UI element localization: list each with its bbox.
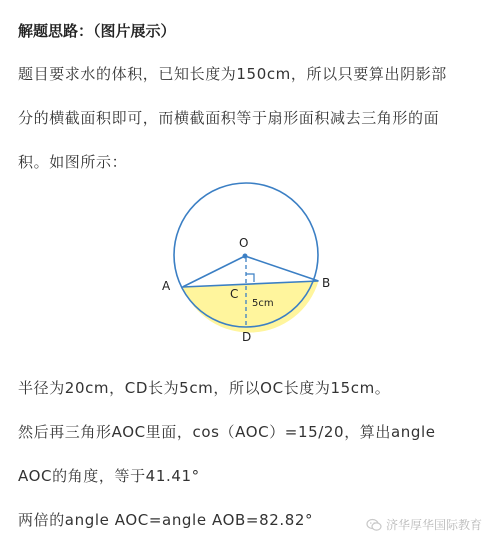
circle-diagram <box>150 180 350 360</box>
wechat-logo-icon <box>366 517 382 533</box>
solution-line-4: 两倍的angle AOC=angle AOB=82.82° <box>18 511 314 529</box>
watermark <box>366 516 482 533</box>
label-segment-length: 5cm <box>252 298 274 309</box>
shaded-segment <box>183 281 319 333</box>
radius-ob <box>245 256 319 281</box>
solution-line-1: 半径为20cm，CD长为5cm，所以OC长度为15cm。 <box>18 379 391 397</box>
heading: 解题思路：（图片展示） <box>18 22 176 40</box>
right-angle-marker <box>246 274 254 282</box>
label-a: A <box>162 279 171 293</box>
label-o: O <box>239 236 249 250</box>
radius-oa <box>183 256 246 287</box>
solution-line-3: AOC的角度，等于41.41° <box>18 467 200 485</box>
intro-line-2: 分的横截面积即可，而横截面积等于扇形面积减去三角形的面 <box>18 109 440 127</box>
label-c: C <box>230 287 239 301</box>
watermark-text: 济华厚华国际教育 <box>385 518 482 532</box>
intro-line-3: 积。如图所示： <box>18 153 128 171</box>
label-d: D <box>242 330 252 344</box>
circle-diagram-svg <box>150 180 350 360</box>
solution-line-2: 然后再三角形AOC里面，cos（AOC）=15/20，算出angle <box>18 423 436 441</box>
intro-line-1: 题目要求水的体积，已知长度为150cm，所以只要算出阴影部 <box>18 65 447 83</box>
label-b: B <box>322 276 331 290</box>
center-point <box>243 254 248 259</box>
